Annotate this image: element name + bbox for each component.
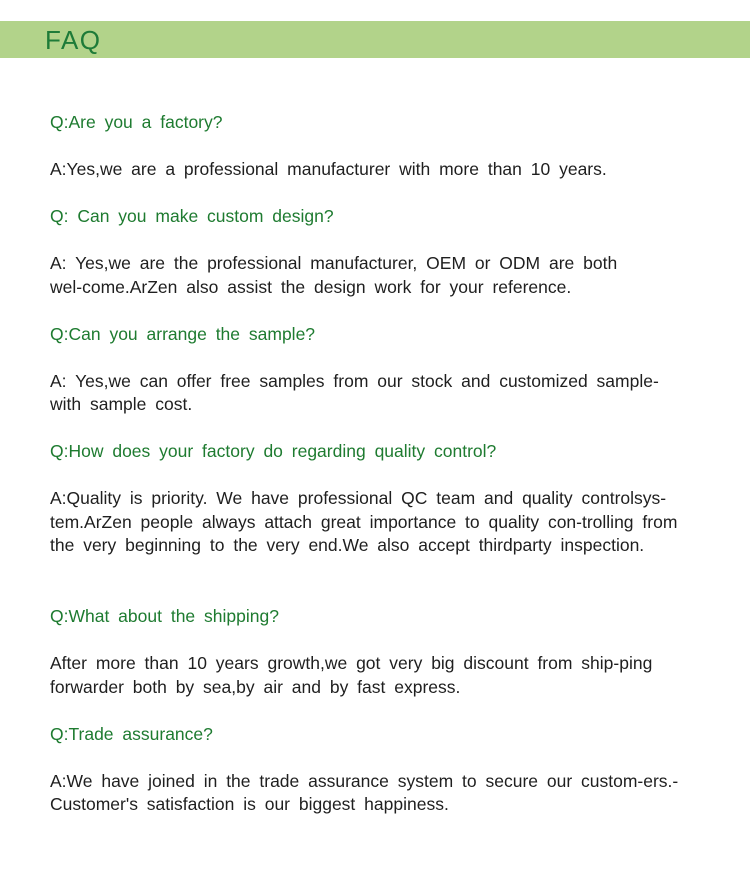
faq-question: Q:Can you arrange the sample? (50, 323, 316, 344)
faq-question: Q:How does your factory do regarding quality control? (50, 441, 497, 461)
faq-answer-line: After more than 10 years growth,we got very big discount from ship-ping (50, 653, 653, 673)
faq-question: Q:Are you a factory? (50, 112, 223, 132)
qa-item (50, 581, 700, 699)
qa-item (50, 205, 700, 299)
faq-answer-line: with sample cost. (50, 394, 193, 414)
faq-answer (50, 252, 700, 299)
faq-answer-line: A: Yes,we are the professional manufacturer, OEM or ODM are both (50, 253, 618, 273)
faq-answer-line: A:Yes,we are a professional manufacturer with more than 10 years. (50, 159, 607, 179)
faq-answer-line: tem.ArZen people always attach great importance to quality con-trolling from (50, 511, 678, 532)
qa-item (50, 440, 700, 558)
qa-item (50, 323, 700, 417)
faq-answer (50, 158, 700, 182)
faq-list (0, 58, 750, 817)
faq-answer (50, 370, 700, 417)
faq-answer-line: Customer's satisfaction is our biggest happiness. (50, 794, 449, 814)
faq-answer-line: wel-come.ArZen also assist the design work for your reference. (50, 276, 572, 297)
faq-answer (50, 770, 700, 817)
faq-answer-line: forwarder both by sea,by air and by fast express. (50, 676, 461, 697)
faq-answer-line: the very beginning to the very end.We also accept thirdparty inspection. (50, 535, 645, 555)
faq-answer-line: A:Quality is priority. We have professional QC team and quality controlsys- (50, 488, 667, 508)
qa-item (50, 111, 700, 182)
faq-header-title: FAQ (45, 24, 102, 55)
faq-question: Q:Trade assurance? (50, 723, 213, 744)
faq-answer-line: A: Yes,we can offer free samples from our stock and customized sample- (50, 370, 659, 391)
faq-header-bar (0, 21, 750, 58)
faq-question: Q:What about the shipping? (50, 606, 279, 626)
faq-page (0, 21, 750, 889)
faq-answer (50, 652, 700, 699)
faq-answer-line: A:We have joined in the trade assurance system to secure our custom-ers.- (50, 770, 679, 791)
faq-answer (50, 487, 700, 558)
faq-question: Q: Can you make custom design? (50, 206, 334, 226)
qa-item (50, 723, 700, 817)
